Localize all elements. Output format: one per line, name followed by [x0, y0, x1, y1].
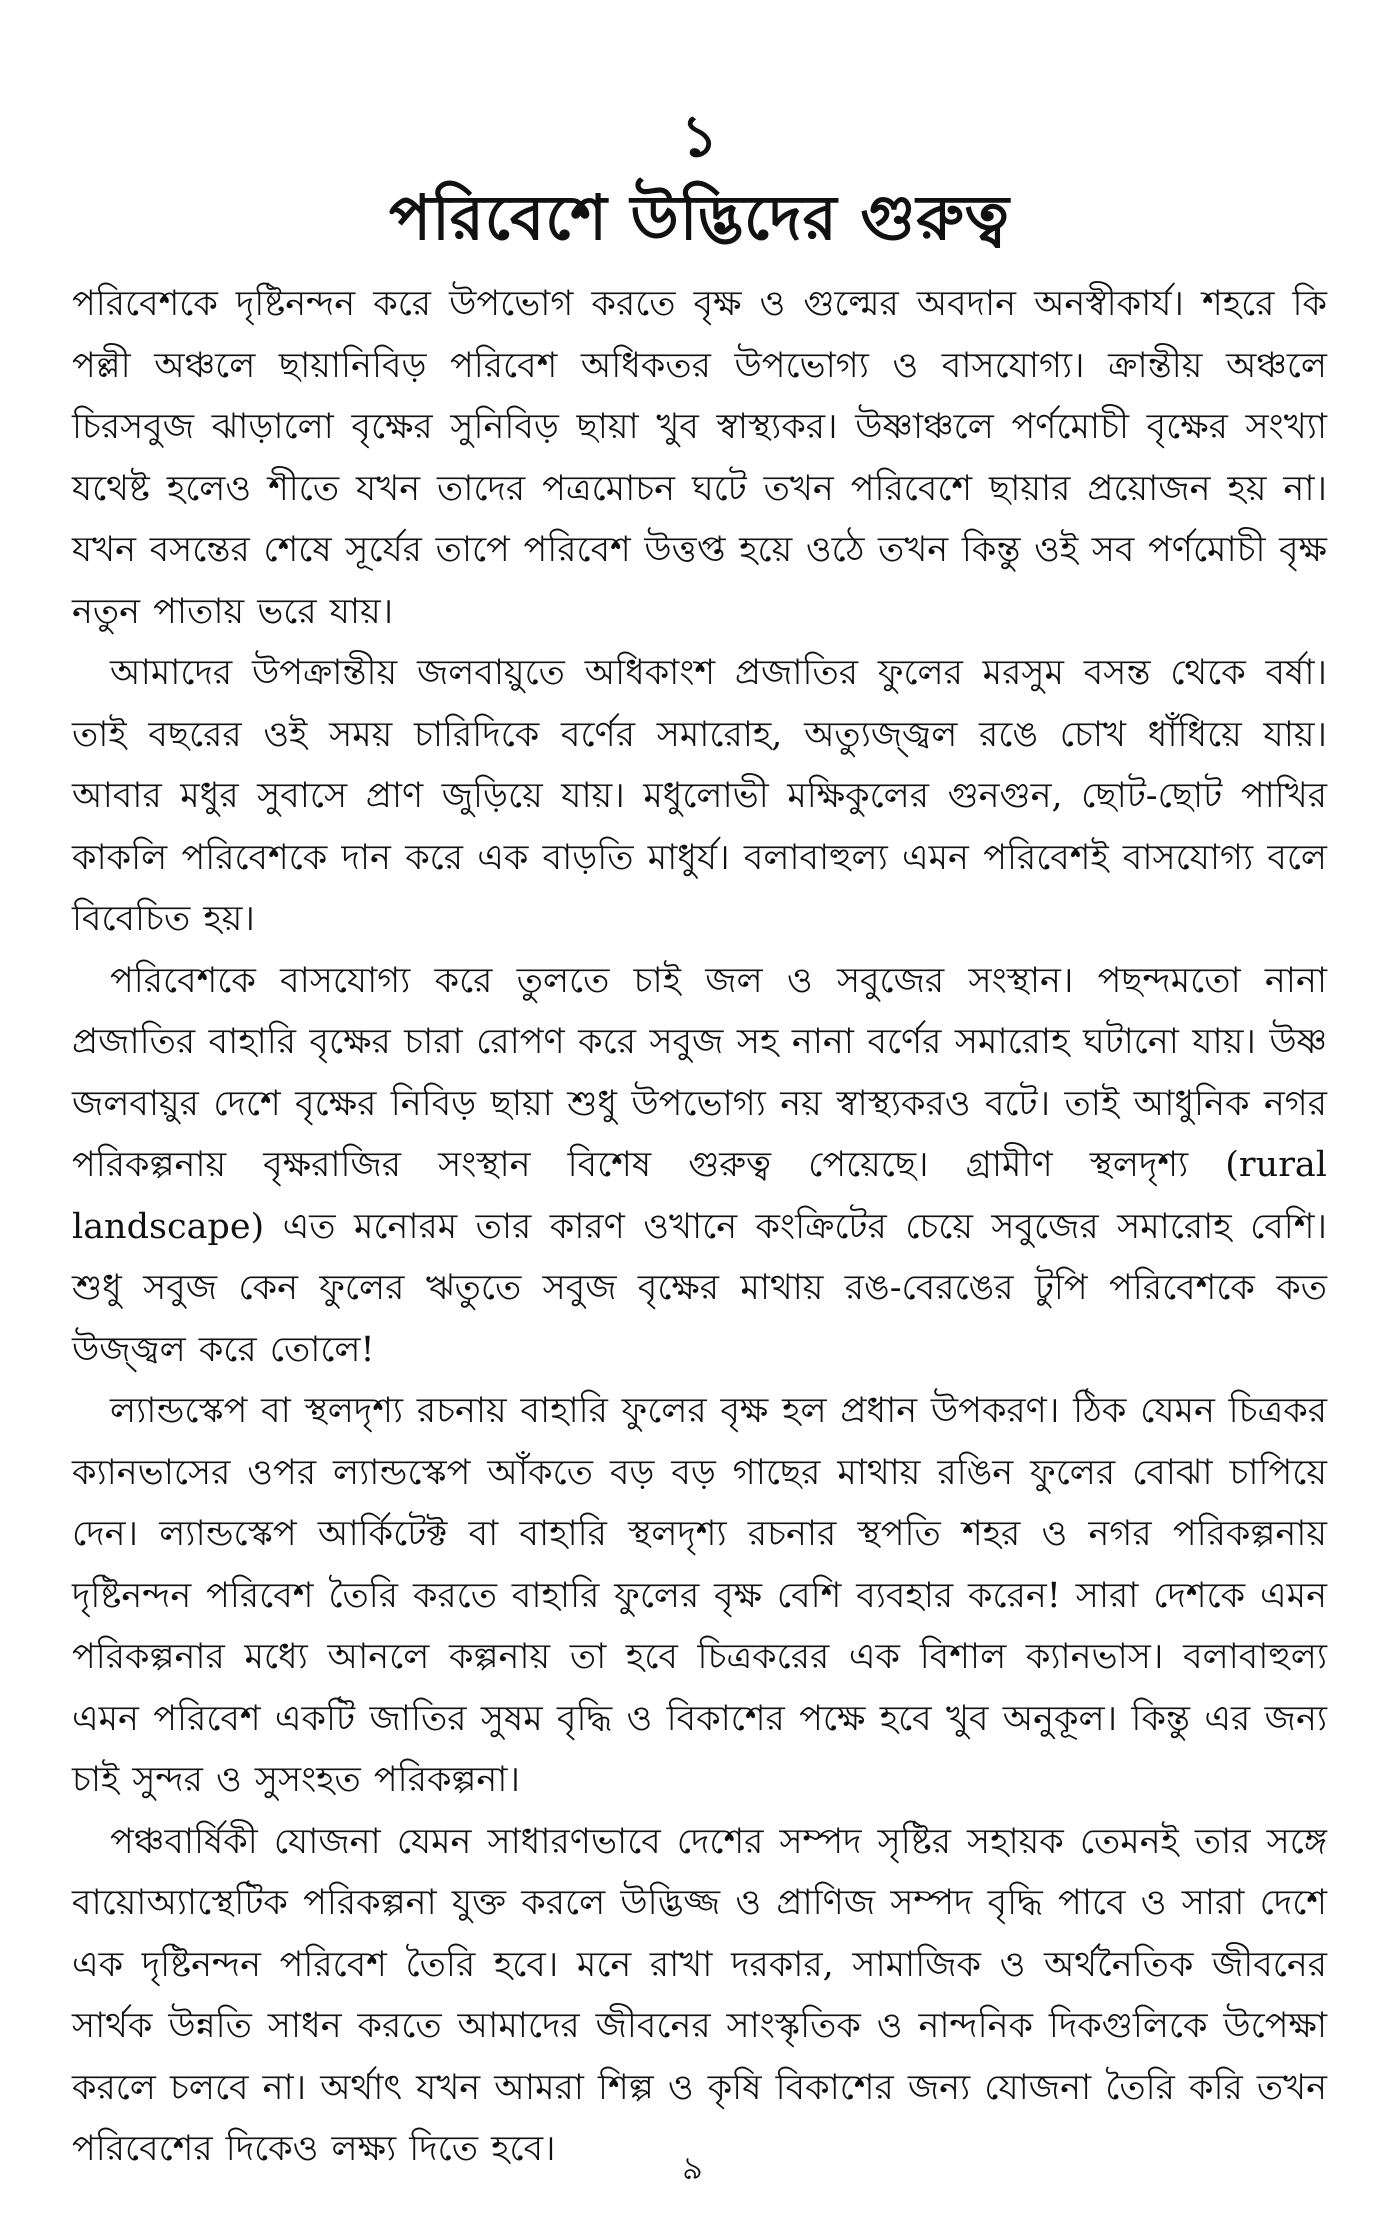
paragraph-1: পরিবেশকে দৃষ্টিনন্দন করে উপভোগ করতে বৃক্ষ ও গুল্মের অবদান অনস্বীকার্য। শহরে কি পল্লী অঞ্চলে ছায়ানিবিড় পরিবেশ অধিকতর উপভোগ্য ও বাসযোগ্য। ক্রান্তীয় অঞ্চলে চিরসবুজ ঝাড়ালো বৃক্ষের সুনিবিড় ছায়া খুব স্বাস্থ্যকর। উষ্ণাঞ্চলে পর্ণমোচী বৃক্ষের সংখ্যা যথেষ্ট হলেও শীতে যখন তাদের পত্রমোচন ঘটে তখন পরিবেশে ছায়ার প্রয়োজন হয় না। যখন বসন্তের শেষে সূর্যের তাপে পরিবেশ উত্তপ্ত হয়ে ওঠে তখন কিন্তু ওই সব পর্ণমোচী বৃক্ষ নতুন পাতায় ভরে যায়। — [72, 284, 1327, 632]
body-text — [72, 274, 1327, 2181]
paragraph-3: পরিবেশকে বাসযোগ্য করে তুলতে চাই জল ও সবুজের সংস্থান। পছন্দমতো নানা প্রজাতির বাহারি বৃক্ষের চারা রোপণ করে সবুজ সহ নানা বর্ণের সমারোহ ঘটানো যায়। উষ্ণ জলবায়ুর দেশে বৃক্ষের নিবিড় ছায়া শুধু উপভোগ্য নয় স্বাস্থ্যকরও বটে। তাই আধুনিক নগর পরিকল্পনায় বৃক্ষরাজির সংস্থান বিশেষ গুরুত্ব পেয়েছে। গ্রামীণ স্থলদৃশ্য (rural landscape) এত মনোরম তার কারণ ওখানে কংক্রিটের চেয়ে সবুজের সমারোহ বেশি। শুধু সবুজ কেন ফুলের ঋতুতে সবুজ বৃক্ষের মাথায় রঙ-বেরঙের টুপি পরিবেশকে কত উজ্জ্বল করে তোলে! — [72, 960, 1327, 1370]
paragraph-4: ল্যান্ডস্কেপ বা স্থলদৃশ্য রচনায় বাহারি ফুলের বৃক্ষ হল প্রধান উপকরণ। ঠিক যেমন চিত্রকর ক্যানভাসের ওপর ল্যান্ডস্কেপ আঁকতে বড় বড় গাছের মাথায় রঙিন ফুলের বোঝা চাপিয়ে দেন। ল্যান্ডস্কেপ আর্কিটেক্ট বা বাহারি স্থলদৃশ্য রচনার স্থপতি শহর ও নগর পরিকল্পনায় দৃষ্টিনন্দন পরিবেশ তৈরি করতে বাহারি ফুলের বৃক্ষ বেশি ব্যবহার করেন! সারা দেশকে এমন পরিকল্পনার মধ্যে আনলে কল্পনায় তা হবে চিত্রকরের এক বিশাল ক্যানভাস। বলাবাহুল্য এমন পরিবেশ একটি জাতির সুষম বৃদ্ধি ও বিকাশের পক্ষে হবে খুব অনুকূল। কিন্তু এর জন্য চাই সুন্দর ও সুসংহত পরিকল্পনা। — [72, 1391, 1327, 1800]
paragraph-2: আমাদের উপক্রান্তীয় জলবায়ুতে অধিকাংশ প্রজাতির ফুলের মরসুম বসন্ত থেকে বর্ষা। তাই বছরের ওই সময় চারিদিকে বর্ণের সমারোহ, অত্যুজ্জ্বল রঙে চোখ ধাঁধিয়ে যায়। আবার মধুর সুবাসে প্রাণ জুড়িয়ে যায়। মধুলোভী মক্ষিকুলের গুনগুন, ছোট-ছোট পাখির কাকলি পরিবেশকে দান করে এক বাড়তি মাধুর্য। বলাবাহুল্য এমন পরিবেশই বাসযোগ্য বলে বিবেচিত হয়। — [72, 653, 1327, 939]
chapter-number: ১ — [680, 102, 719, 170]
paragraph-5: পঞ্চবার্ষিকী যোজনা যেমন সাধারণভাবে দেশের সম্পদ সৃষ্টির সহায়ক তেমনই তার সঙ্গে বায়োঅ্যাস্থেটিক পরিকল্পনা যুক্ত করলে উদ্ভিজ্জ ও প্রাণিজ সম্পদ বৃদ্ধি পাবে ও সারা দেশে এক দৃষ্টিনন্দন পরিবেশ তৈরি হবে। মনে রাখা দরকার, সামাজিক ও অর্থনৈতিক জীবনের সার্থক উন্নতি সাধন করতে আমাদের জীবনের সাংস্কৃতিক ও নান্দনিক দিকগুলিকে উপেক্ষা করলে চলবে না। অর্থাৎ যখন আমরা শিল্প ও কৃষি বিকাশের জন্য যোজনা তৈরি করি তখন পরিবেশের দিকেও লক্ষ্য দিতে হবে। — [72, 1821, 1327, 2169]
chapter-title: পরিবেশে উদ্ভিদের গুরুত্ব — [388, 181, 1011, 254]
page-number: ৯ — [682, 2149, 703, 2187]
